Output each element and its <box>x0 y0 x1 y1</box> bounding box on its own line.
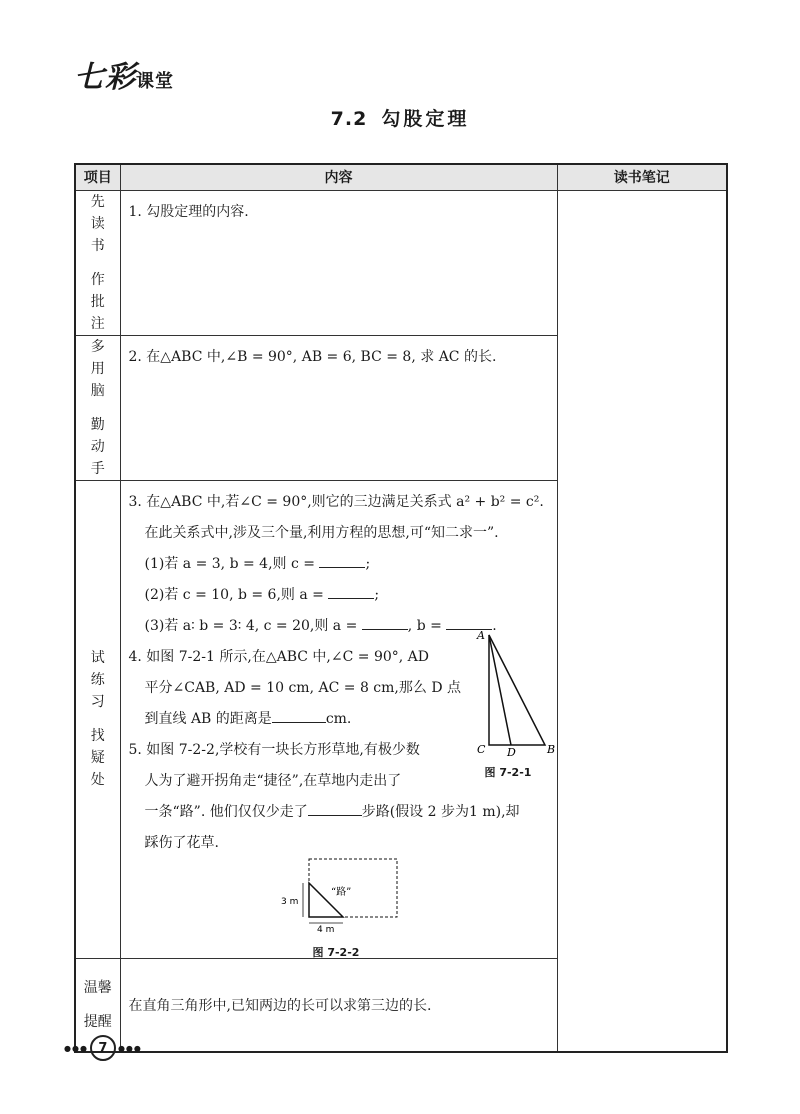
page-number-value: 7 <box>90 1035 116 1061</box>
content-cell-3 <box>120 480 557 958</box>
question-4-line2: 平分∠CAB, AD = 10 cm, AC = 8 cm,那么 D 点 <box>144 679 461 696</box>
page-dots-left: ●●● <box>64 1043 88 1053</box>
label-bottom-4: 提醒 <box>83 1013 112 1030</box>
project-label-1 <box>75 190 120 335</box>
answer-blank-3c-a[interactable] <box>362 615 408 630</box>
study-table <box>74 163 728 1053</box>
page-title <box>0 104 800 131</box>
question-3-line1: 3. 在△ABC 中,若∠C = 90°,则它的三边满足关系式 a² + b² = c². <box>128 493 544 510</box>
section-number: 7.2 <box>330 108 368 130</box>
figure-7-2-2 <box>280 855 401 959</box>
label-a: A <box>476 628 485 642</box>
answer-blank-3c-b[interactable] <box>446 615 492 630</box>
brand-logo <box>74 52 174 96</box>
label-bottom-3: 找疑处 <box>90 728 105 788</box>
notes-column[interactable] <box>557 190 727 1052</box>
header-notes: 读书笔记 <box>557 164 727 190</box>
content-cell-2 <box>120 335 557 480</box>
label-top-4: 温馨 <box>83 979 112 996</box>
label-d: D <box>506 745 516 757</box>
tip-cell <box>117 958 557 1053</box>
side-horizontal-label: 4 m <box>316 924 334 935</box>
question-5-line3: 一条“路”. 他们仅仅少走了 步路(假设 2 步为1 m),却 <box>129 797 549 828</box>
side-vertical-label: 3 m <box>280 896 298 907</box>
tip-text: 在直角三角形中,已知两边的长可以求第三边的长. <box>128 997 432 1014</box>
label-top-3: 试练习 <box>90 650 105 710</box>
road-label: “路” <box>330 886 351 898</box>
question-5-line4: 踩伤了花草. <box>144 834 219 851</box>
page-dots-right: ●●● <box>117 1043 142 1053</box>
section-title: 勾股定理 <box>381 108 470 130</box>
label-top-2: 多用脑 <box>90 338 105 399</box>
content-cell-1 <box>120 190 557 335</box>
label-bottom-2: 勤动手 <box>90 416 105 477</box>
label-c: C <box>476 742 485 756</box>
lawn-diagram <box>281 855 401 935</box>
figure-7-2-2-caption: 图 7-2-2 <box>312 945 360 959</box>
answer-blank-3b[interactable] <box>328 584 374 599</box>
question-3a: (1)若 a = 3, b = 4,则 c = ; <box>129 549 549 580</box>
logo-sub: 课堂 <box>136 71 174 92</box>
answer-blank-4[interactable] <box>272 708 326 723</box>
question-5-line1: 5. 如图 7-2-2,学校有一块长方形草地,有极少数 <box>128 741 420 758</box>
figure-7-2-1 <box>471 629 561 777</box>
question-3c: (3)若 a∶ b = 3∶ 4, c = 20,则 a = , b = . <box>129 611 549 642</box>
project-label-3 <box>75 480 120 958</box>
label-top-1: 先读书 <box>90 193 105 254</box>
question-4-line1: 4. 如图 7-2-1 所示,在△ABC 中,∠C = 90°, AD <box>128 648 430 665</box>
header-content: 内容 <box>120 164 557 190</box>
question-4-line3: 到直线 AB 的距离是 cm. <box>129 704 549 735</box>
project-label-2 <box>75 335 120 480</box>
question-5-line2: 人为了避开拐角走“捷径”,在草地内走出了 <box>144 772 402 789</box>
figure-7-2-1-caption: 图 7-2-1 <box>484 765 532 779</box>
question-2: 2. 在△ABC 中,∠B = 90°, AB = 6, BC = 8, 求 AC 的长. <box>128 348 497 365</box>
label-bottom-1: 作批注 <box>90 271 105 332</box>
answer-blank-3a[interactable] <box>319 553 365 568</box>
question-3-line2: 在此关系式中,涉及三个量,利用方程的思想,可“知二求一”. <box>144 524 499 541</box>
answer-blank-5[interactable] <box>308 801 362 816</box>
logo-main: 七彩 <box>74 60 136 95</box>
question-3b: (2)若 c = 10, b = 6,则 a = ; <box>129 580 549 611</box>
label-b: B <box>546 742 555 756</box>
page-number <box>64 1036 142 1060</box>
triangle-abc-diagram <box>471 629 561 757</box>
question-1: 1. 勾股定理的内容. <box>128 203 249 220</box>
header-project: 项目 <box>75 164 120 190</box>
